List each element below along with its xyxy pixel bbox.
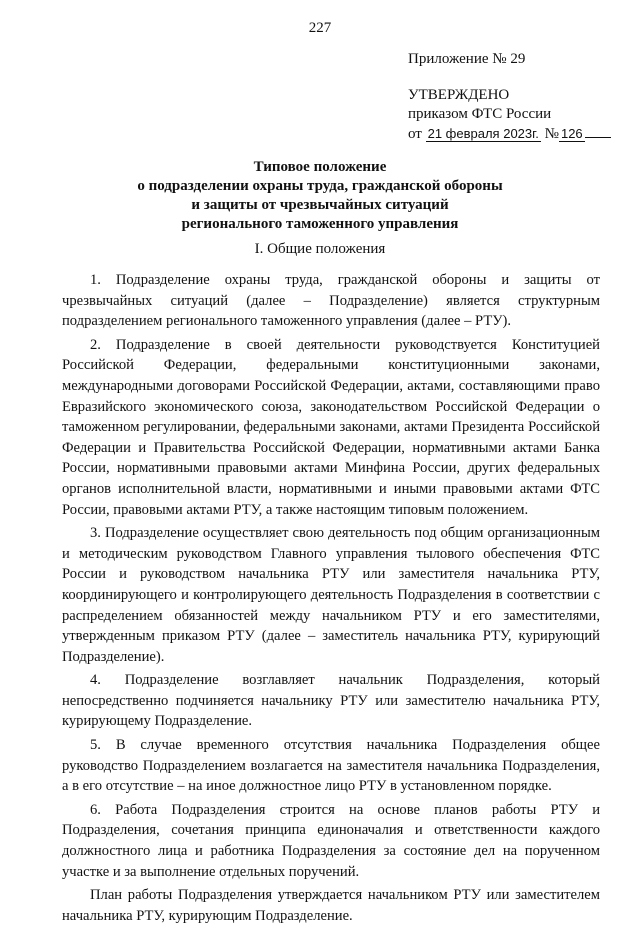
approval-date: 21 февраля 2023г.: [427, 126, 539, 141]
paragraph-2: 2. Подразделение в своей деятельности руководствуется Конституцией Российской Федерации, федеральными конституционными законами, международными договорами Российской Федерации, актами, составляющими право Евразийского экономического союза, законодательством Российской Федерации о таможенном регулировании, федеральными законами, актами Президента Российской Федерации и Правительства Российской Федерации, нормативными актами Банка России, нормативными правовыми актами Минфина России, других федеральных органов исполнительной власти, нормативными и иными правовыми актами ФТС России, правовыми актами РТУ, а также настоящим типовым положением.: [62, 336, 600, 518]
title-line-3: и защиты от чрезвычайных ситуаций: [191, 197, 449, 213]
approval-date-line: [408, 124, 611, 144]
approval-block: [408, 86, 611, 144]
approval-number-sign: №: [544, 126, 559, 142]
title-line-4: регионального таможенного управления: [181, 216, 459, 232]
title-line-2: о подразделении охраны труда, гражданской обороны: [137, 178, 503, 194]
annex-number: Приложение № 29: [408, 51, 526, 67]
approval-number: 126: [560, 126, 583, 141]
paragraph-6: 6. Работа Подразделения строится на основе планов работы РТУ и Подразделения, сочетания принципа единоначалия и ответственности каждого должностного лица и работника Подразделения за состояние дел на порученном участке и за выполнение отдельных поручений.: [62, 801, 600, 880]
approval-order-line: приказом ФТС России: [408, 106, 552, 122]
page-number: 227: [308, 20, 332, 36]
approval-heading: УТВЕРЖДЕНО: [408, 87, 510, 103]
paragraph-5: 5. В случае временного отсутствия начальника Подразделения общее руководство Подразделением возлагается на заместителя начальника Подразделения, а в его отсутствие – на иное должностное лицо РТУ в установленном порядке.: [62, 737, 600, 795]
paragraph-4: 4. Подразделение возглавляет начальник Подразделения, который непосредственно подчиняется начальнику РТУ или заместителю начальника РТУ, курирующему Подразделение.: [62, 672, 600, 730]
document-title: [0, 158, 640, 234]
approval-from: от: [408, 126, 422, 142]
paragraph-1: 1. Подразделение охраны труда, гражданской обороны и защиты от чрезвычайных ситуаций (далее – Подразделение) является структурным подразделением регионального таможенного управления (далее – РТУ).: [62, 272, 600, 330]
section-title: I. Общие положения: [254, 241, 386, 257]
document-body: [62, 270, 600, 929]
signature-line: [585, 137, 611, 138]
paragraph-7: План работы Подразделения утверждается начальником РТУ или заместителем начальника РТУ, курирующим Подразделение.: [62, 887, 600, 924]
paragraph-3: 3. Подразделение осуществляет свою деятельность под общим организационным и методическим руководством Главного управления тылового обеспечения ФТС России и руководством начальника РТУ или заместителя начальника РТУ, координирующего и контролирующего деятельность Подразделения в соответствии с распределением обязанностей между начальником РТУ и его заместителями, утвержденным приказом РТУ (далее – заместитель начальника РТУ, курирующий Подразделение).: [62, 525, 600, 665]
annex-label: [408, 50, 525, 69]
title-line-1: Типовое положение: [253, 159, 387, 175]
